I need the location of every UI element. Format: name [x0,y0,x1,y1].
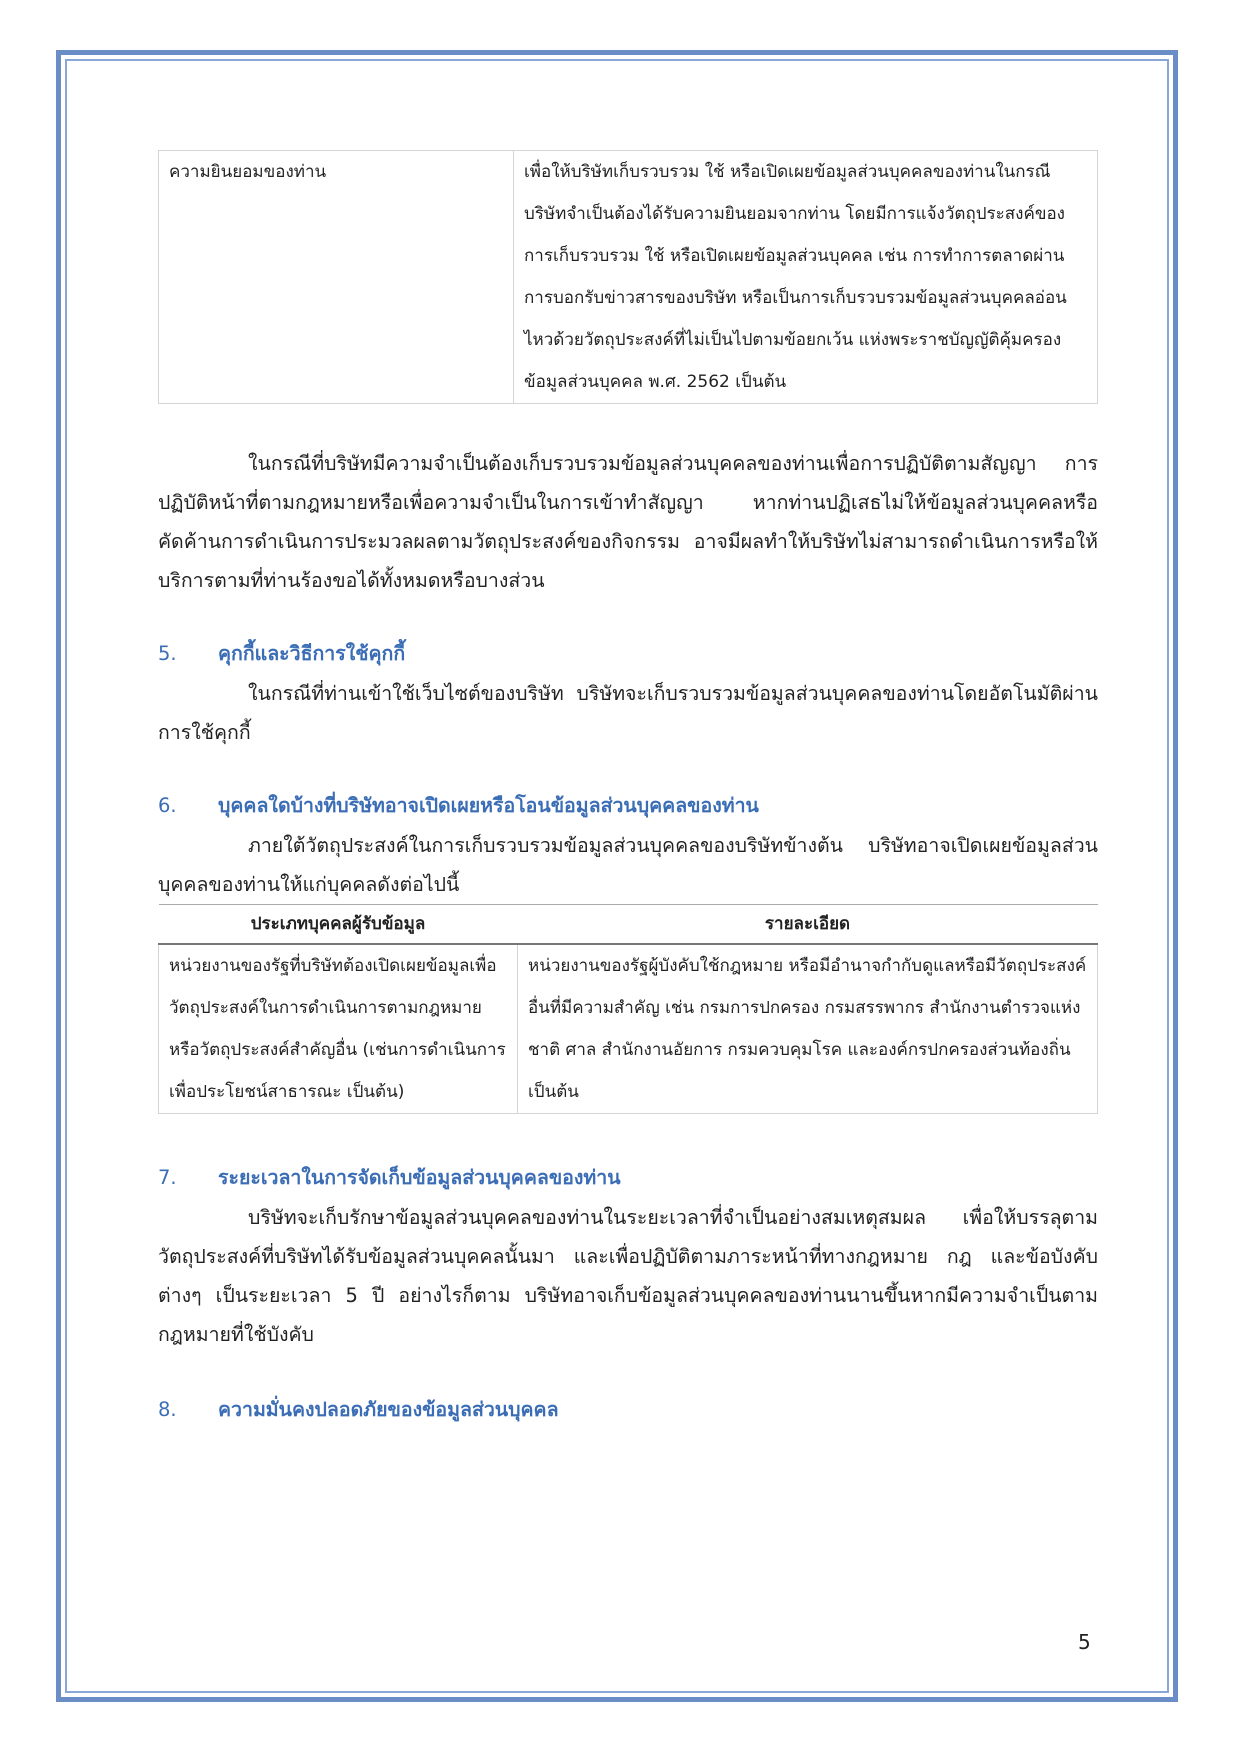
page-number: 5 [1078,1630,1091,1654]
consent-label: ความยินยอมของท่าน [159,151,514,404]
recipient-type: หน่วยงานของรัฐที่บริษัทต้องเปิดเผยข้อมูลเพื่อวัตถุประสงค์ในการดำเนินการตามกฎหมายหรือวัตถุประสงค์สำคัญอื่น (เช่นการดำเนินการเพื่อประโยชน์สาธารณะ เป็นต้น) [159,944,518,1114]
consent-detail: เพื่อให้บริษัทเก็บรวบรวม ใช้ หรือเปิดเผยข้อมูลส่วนบุคคลของท่านในกรณีบริษัทจำเป็นต้องได้รับความยินยอมจากท่าน โดยมีการแจ้งวัตถุประสงค์ของการเก็บรวบรวม ใช้ หรือเปิดเผยข้อมูลส่วนบุคคล เช่น การทำการตลาดผ่านการบอกรับข่าวสารของบริษัท หรือเป็นการเก็บรวบรวมข้อมูลส่วนบุคคลอ่อนไหวด้วยวัตถุประสงค์ที่ไม่เป็นไปตามข้อยกเว้น แห่งพระราชบัญญัติคุ้มครองข้อมูลส่วนบุคคล พ.ศ. 2562 เป็นต้น [514,151,1098,404]
table-row [159,151,1098,404]
section-title: บุคคลใดบ้างที่บริษัทอาจเปิดเผยหรือโอนข้อมูลส่วนบุคคลของท่าน [218,794,759,817]
section-number: 7. [158,1166,177,1189]
section-7-body: บริษัทจะเก็บรักษาข้อมูลส่วนบุคคลของท่านในระยะเวลาที่จำเป็นอย่างสมเหตุสมผล เพื่อให้บรรลุตามวัตถุประสงค์ที่บริษัทได้รับข้อมูลส่วนบุคคลนั้นมา และเพื่อปฏิบัติตามภาระหน้าที่ทางกฎหมาย กฎ และข้อบังคับต่างๆ เป็นระยะเวลา 5 ปี อย่างไรก็ตาม บริษัทอาจเก็บข้อมูลส่วนบุคคลของท่านนานขึ้นหากมีความจำเป็นตามกฎหมายที่ใช้บังคับ [158,1206,1098,1346]
consent-table [158,150,1098,404]
section-title: ระยะเวลาในการจัดเก็บข้อมูลส่วนบุคคลของท่าน [218,1166,621,1189]
contract-paragraph: ในกรณีที่บริษัทมีความจำเป็นต้องเก็บรวบรวมข้อมูลส่วนบุคคลของท่านเพื่อการปฏิบัติตามสัญญา การปฏิบัติหน้าที่ตามกฎหมายหรือเพื่อความจำเป็นในการเข้าทำสัญญา หากท่านปฏิเสธไม่ให้ข้อมูลส่วนบุคคลหรือ คัดค้านการดำเนินการประมวลผลตามวัตถุประสงค์ของกิจกรรม อาจมีผลทำให้บริษัทไม่สามารถดำเนินการหรือให้บริการตามที่ท่านร้องขอได้ทั้งหมดหรือบางส่วน [158,452,1098,592]
recipients-table [158,904,1098,1114]
section-number: 5. [158,642,177,665]
column-header: ประเภทบุคคลผู้รับข้อมูล [159,905,518,945]
recipient-detail: หน่วยงานของรัฐผู้บังคับใช้กฎหมาย หรือมีอำนาจกำกับดูแลหรือมีวัตถุประสงค์อื่นที่มีความสำคัญ เช่น กรมการปกครอง กรมสรรพากร สำนักงานตำรวจแห่งชาติ ศาล สำนักงานอัยการ กรมควบคุมโรค และองค์กรปกครองส่วนท้องถิ่น เป็นต้น [518,944,1098,1114]
section-title: ความมั่นคงปลอดภัยของข้อมูลส่วนบุคคล [218,1398,559,1421]
section-number: 8. [158,1398,177,1421]
table-row [159,944,1098,1114]
section-6-heading [158,786,1098,826]
section-5-heading [158,634,1098,674]
section-8-heading [158,1390,1098,1430]
table-header-row [159,905,1098,945]
column-header: รายละเอียด [518,905,1098,945]
document-content [158,150,1098,1430]
section-number: 6. [158,794,177,817]
section-5-body: ในกรณีที่ท่านเข้าใช้เว็บไซต์ของบริษัท บริษัทจะเก็บรวบรวมข้อมูลส่วนบุคคลของท่านโดยอัตโนมัติผ่านการใช้คุกกี้ [158,682,1098,744]
section-6-body: ภายใต้วัตถุประสงค์ในการเก็บรวบรวมข้อมูลส่วนบุคคลของบริษัทข้างต้น บริษัทอาจเปิดเผยข้อมูลส่วนบุคคลของท่านให้แก่บุคคลดังต่อไปนี้ [158,834,1098,896]
section-title: คุกกี้และวิธีการใช้คุกกี้ [218,642,406,665]
section-7-heading [158,1158,1098,1198]
